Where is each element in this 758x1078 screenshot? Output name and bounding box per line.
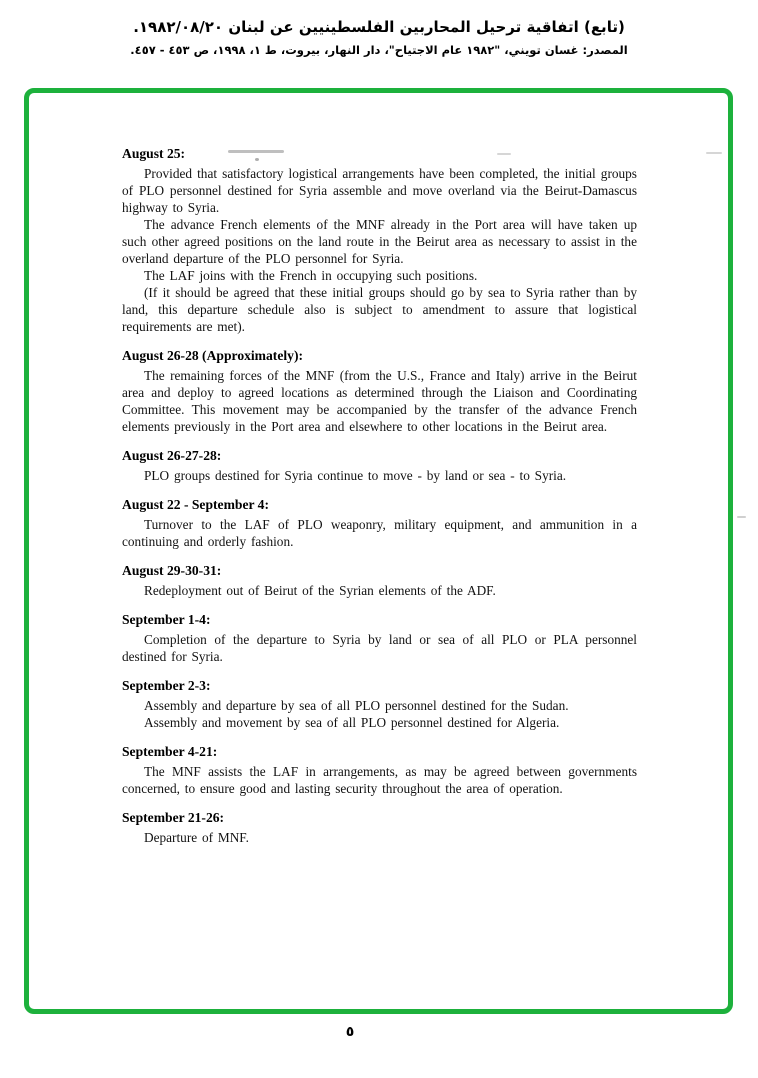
section-august-29-30-31 <box>122 562 637 599</box>
scan-smudge <box>497 153 511 155</box>
section-heading: August 29-30-31: <box>122 563 222 578</box>
section-september-4-21 <box>122 743 637 797</box>
header-title-arabic: (تابع) اتفاقية ترحيل المحاربين الفلسطينيين عن لبنان ١٩٨٢/٠٨/٢٠. <box>133 18 625 36</box>
header-source-arabic: المصدر: غسان تويني، "١٩٨٢ عام الاجتياح"، دار النهار، بيروت، ط ١، ١٩٩٨، ص ٤٥٣ - ٤٥٧. <box>130 43 628 57</box>
paragraph: Completion of the departure to Syria by land or sea of all PLO or PLA personnel destined for Syria. <box>122 632 637 664</box>
paragraph: Provided that satisfactory logistical arrangements have been completed, the initial groups of PLO personnel destined for Syria assemble and move overland via the Beirut-Damascus highway to Syria. <box>122 166 637 215</box>
page-header <box>0 18 758 57</box>
paragraph: Assembly and movement by sea of all PLO personnel destined for Algeria. <box>144 715 560 730</box>
section-heading: August 22 - September 4: <box>122 497 270 512</box>
paragraph: The MNF assists the LAF in arrangements, as may be agreed between governments concerned, to ensure good and lasting security throughout the area of operation. <box>122 764 637 796</box>
scan-smudge <box>706 152 722 154</box>
section-august-26-28 <box>122 347 637 435</box>
paragraph: The remaining forces of the MNF (from the U.S., France and Italy) arrive in the Beirut area and deploy to agreed locations as determined through the Liaison and Coordinating Committee. This movement may be accompanied by the transfer of the advance French elements previously in the Port area and elsewhere to other locations in the Beirut area. <box>122 368 637 434</box>
paragraph: Departure of MNF. <box>144 830 249 845</box>
paragraph: Turnover to the LAF of PLO weaponry, military equipment, and ammunition in a continuing and orderly fashion. <box>122 517 637 549</box>
document-content <box>122 145 637 858</box>
section-august-22-september-4 <box>122 496 637 550</box>
paragraph: The LAF joins with the French in occupying such positions. <box>144 268 478 283</box>
section-september-21-26 <box>122 809 637 846</box>
document-frame <box>24 88 733 1014</box>
section-heading: September 21-26: <box>122 810 225 825</box>
section-heading: August 26-28 (Approximately): <box>122 348 303 363</box>
section-september-1-4 <box>122 611 637 665</box>
section-heading: August 25: <box>122 146 186 161</box>
scan-smudge <box>737 516 746 518</box>
paragraph: PLO groups destined for Syria continue to move - by land or sea - to Syria. <box>144 468 567 483</box>
paragraph: The advance French elements of the MNF already in the Port area will have taken up such other agreed positions on the land route in the Beirut area as necessary to assist in the overland departure of the PLO personnel for Syria. <box>122 217 637 266</box>
section-heading: September 2-3: <box>122 678 211 693</box>
section-heading: September 1-4: <box>122 612 211 627</box>
scan-smudge <box>228 150 284 153</box>
section-heading: September 4-21: <box>122 744 218 759</box>
scan-smudge <box>255 158 259 161</box>
page-number: ٥ <box>345 1024 355 1040</box>
section-august-25 <box>122 145 637 335</box>
section-september-2-3 <box>122 677 637 731</box>
paragraph: Assembly and departure by sea of all PLO personnel destined for the Sudan. <box>144 698 569 713</box>
section-heading: August 26-27-28: <box>122 448 222 463</box>
paragraph: (If it should be agreed that these initial groups should go by sea to Syria rather than by land, this departure schedule also is subject to amendment to assure that logistical requirements are met). <box>122 285 637 334</box>
paragraph: Redeployment out of Beirut of the Syrian elements of the ADF. <box>144 583 496 598</box>
section-august-26-27-28 <box>122 447 637 484</box>
